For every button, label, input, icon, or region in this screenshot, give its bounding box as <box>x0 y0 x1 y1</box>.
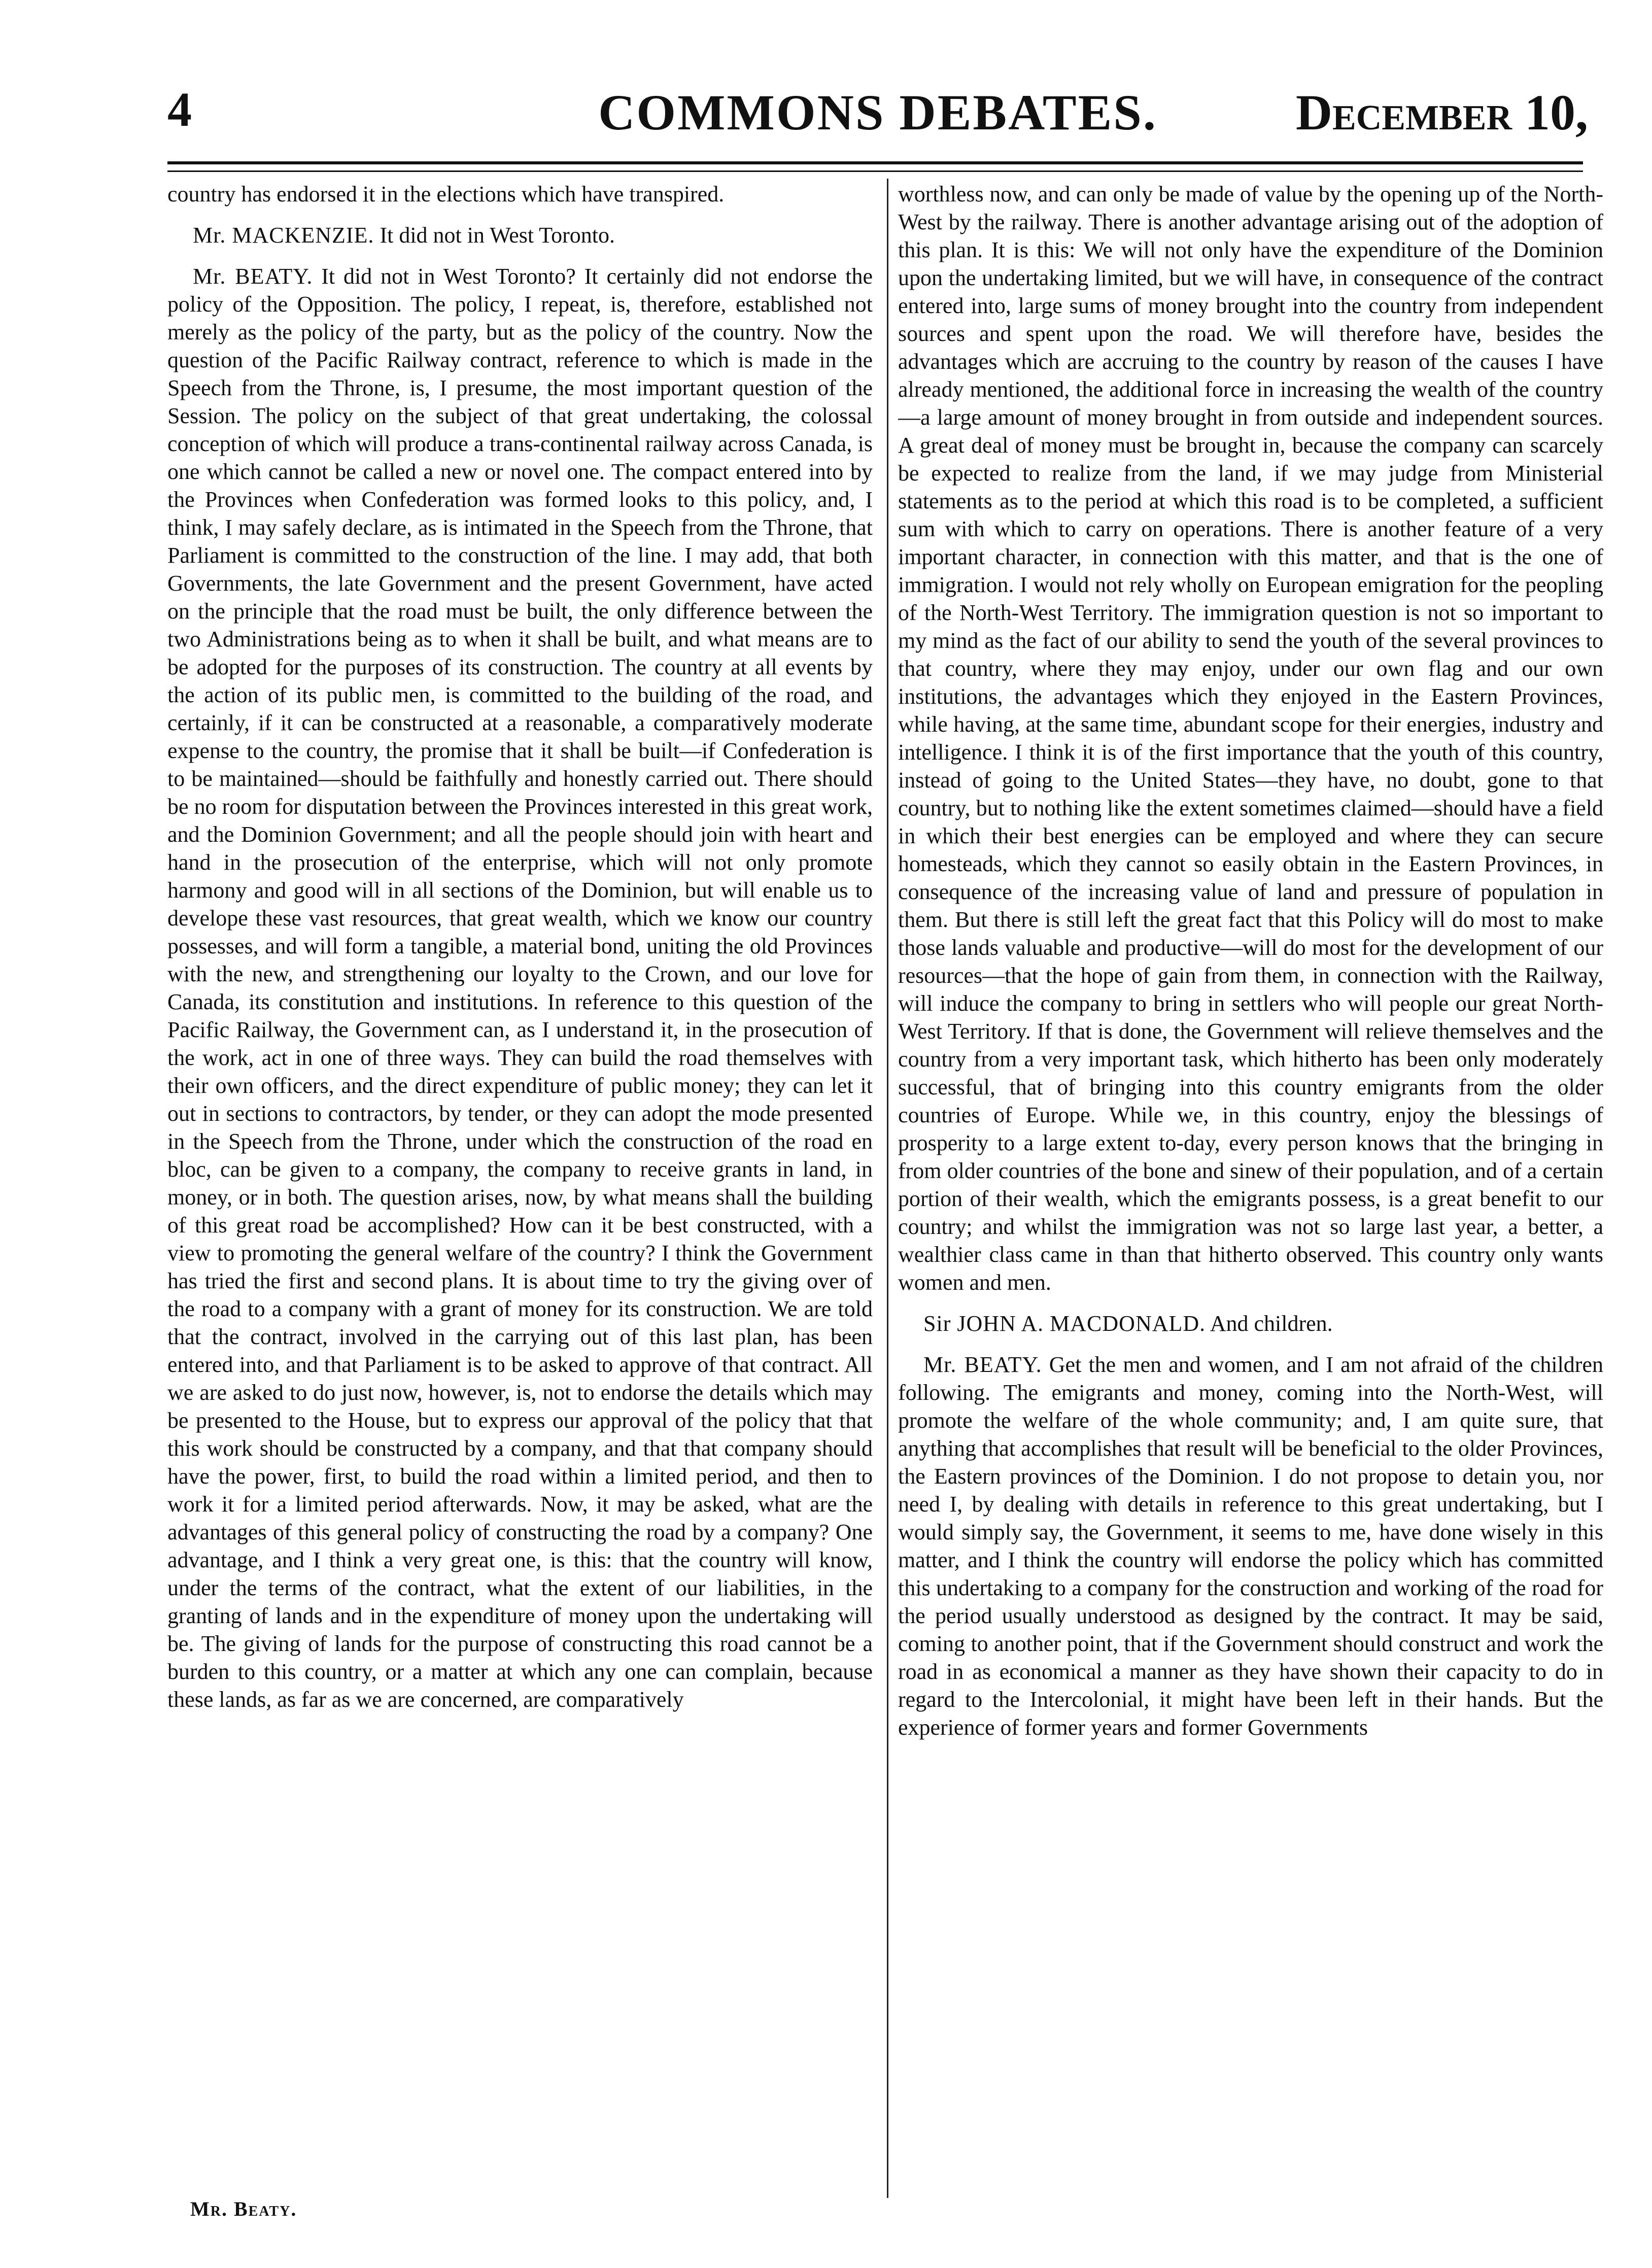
paragraph-text: And children. <box>1206 1311 1333 1336</box>
paragraph-text: country has endorsed it in the elections which have transpired. <box>167 182 725 207</box>
paragraph-text: worthless now, and can only be made of value by the opening up of the North-West by the railway. There is another advantage arising out of the adoption of this plan. It is this: We will not only have the expenditure of the Dominion upon the undertaking limited, but we will have, in consequence of the contract entered into, large sums of money brought into the country from independent sources and spent upon the road. We will therefore have, besides the advantages which are accruing to the country by reason of the causes I have already mentioned, the additional force in increasing the wealth of the country—a large amount of money brought in from outside and independent sources. A great deal of money must be brought in, because the company can scarcely be expected to realize from the land, if we may judge from Ministerial statements as to the period at which this road is to be completed, a sufficient sum with which to carry on operations. There is another feature of a very important character, in connection with this matter, and that is the one of immigration. I would not rely wholly on European emigration for the peopling of the North-West Territory. The immigration question is not so important to my mind as the fact of our ability to send the youth of the several provinces to that country, where they may enjoy, under our own flag and our own institutions, the advantages which they enjoyed in the Eastern Provinces, while having, at the same time, abundant scope for their energies, industry and intelligence. I think it is of the first importance that the youth of this country, instead of going to the United States—they have, no doubt, gone to that country, but to nothing like the extent sometimes claimed—should have a field in which their best energies can be employed and where they can secure homesteads, which they cannot so easily obtain in the Eastern Provinces, in consequence of the increasing value of land and pressure of population in them. But there is still left the great fact that this Policy will do most to make those lands valuable and productive—will do most for the development of our resources—that the hope of gain from them, in connection with the Railway, will induce the company to bring in settlers who will people our great North-West Territory. If that is done, the Government will relieve themselves and the country from a very important task, which hitherto has been only moderately successful, that of bringing into this country emigrants from the older countries of Europe. While we, in this country, enjoy the blessings of prosperity to a large extent to-day, every person knows that the bringing in from older countries of the bone and sinew of their population, and of a certain portion of their wealth, which the emigrants possess, is a great benefit to our country; and whilst the immigration was not so large last year, a better, a wealthier class came in than that hitherto observed. This country only wants women and men. <box>898 182 1603 1295</box>
paragraph-text: It did not in West Toronto. <box>374 223 615 248</box>
paragraph <box>167 262 873 1713</box>
speaker-name: Mr. BEATY. <box>193 264 313 289</box>
paragraph <box>167 180 873 208</box>
right-column <box>898 180 1603 2189</box>
paragraph <box>898 1351 1603 1741</box>
paragraph <box>898 180 1603 1296</box>
left-column <box>167 180 873 2189</box>
column-divider <box>887 179 888 2198</box>
header-date: December 10, <box>1295 84 1588 141</box>
paragraph <box>167 221 873 249</box>
speaker-name: Sir JOHN A. MACDONALD. <box>923 1311 1206 1336</box>
paragraph <box>898 1310 1603 1337</box>
paragraph-text: It did not in West Toronto? It certainly did not endorse the policy of the Opposition. The policy, I repeat, is, therefore, established not merely as the policy of the party, but as the policy of the country. Now the question of the Pacific Railway contract, reference to which is made in the Speech from the Throne, is, I presume, the most important question of the Session. The policy on the subject of that great undertaking, the colossal conception of which will produce a trans-continental railway across Canada, is one which cannot be called a new or novel one. The compact entered into by the Provinces when Confederation was formed looks to this policy, and, I think, I may safely declare, as is intimated in the Speech from the Throne, that Parliament is committed to the construction of the line. I may add, that both Governments, the late Government and the present Government, have acted on the principle that the road must be built, the only difference between the two Administrations being as to when it shall be built, and what means are to be adopted for the purposes of its construction. The country at all events by the action of its public men, is committed to the building of the road, and certainly, if it can be constructed at a reasonable, a comparatively moderate expense to the country, the promise that it shall be built—if Confederation is to be maintained—should be faithfully and honestly carried out. There should be no room for disputation between the Provinces interested in this great work, and the Dominion Government; and all the people should join with heart and hand in the prosecution of the enterprise, which will not only promote harmony and good will in all sections of the Dominion, but will enable us to develope these vast resources, that great wealth, which we know our country possesses, and will form a tangible, a material bond, uniting the old Provinces with the new, and strengthening our loyalty to the Crown, and our love for Canada, its constitution and institutions. In reference to this question of the Pacific Railway, the Government can, as I understand it, in the prosecution of the work, act in one of three ways. They can build the road themselves with their own officers, and the direct expenditure of public money; they can let it out in sections to contractors, by tender, or they can adopt the mode presented in the Speech from the Throne, under which the construction of the road en bloc, can be given to a company, the company to receive grants in land, in money, or in both. The question arises, now, by what means shall the building of this great road be accomplished? How can it be best constructed, with a view to promoting the general welfare of the country? I think the Government has tried the first and second plans. It is about time to try the giving over of the road to a company with a grant of money for its construction. We are told that the contract, involved in the carrying out of this last plan, has been entered into, and that Parliament is to be asked to approve of that contract. All we are asked to do just now, however, is, not to endorse the details which may be presented to the House, but to express our approval of the policy that that this work should be constructed by a company, and that that company should have the power, first, to build the road within a limited period, and then to work it for a limited period afterwards. Now, it may be asked, what are the advantages of this general policy of constructing the road by a company? One advantage, and I think a very great one, is this: that the country will know, under the terms of the contract, what the extent of our liabilities, in the granting of lands and in the expenditure of money upon the undertaking will be. The giving of lands for the purpose of constructing this road cannot be a burden to this country, or a matter at which any one can complain, because these lands, as far as we are concerned, are comparatively <box>167 264 873 1712</box>
header-rule-thick <box>167 161 1583 164</box>
paragraph-text: Get the men and women, and I am not afraid of the children following. The emigrants and money, coming into the North-West, will promote the welfare of the whole community; and, I am quite sure, that anything that accomplishes that result will be beneficial to the older Provinces, the Eastern provinces of the Dominion. I do not propose to detain you, nor need I, by dealing with details in reference to this great undertaking, but I would simply say, the Government, it seems to me, have done wisely in this matter, and I think the country will endorse the policy which has committed this undertaking to a company for the construction and working of the road for the period usually understood as designed by the contract. It may be said, coming to another point, that if the Government should construct and work the road in as economical a manner as they have shown their capacity to do in regard to the Intercolonial, it might have been left in their hands. But the experience of former years and former Governments <box>898 1352 1603 1740</box>
speaker-name: Mr. MACKENZIE. <box>193 223 374 248</box>
footer-running-name: Mr. Beaty. <box>190 2197 297 2220</box>
speaker-name: Mr. BEATY. <box>923 1352 1042 1377</box>
page-number: 4 <box>167 82 192 136</box>
page-header <box>167 76 1588 152</box>
header-rule-thin <box>167 170 1583 172</box>
publication-title: COMMONS DEBATES. <box>598 84 1157 141</box>
